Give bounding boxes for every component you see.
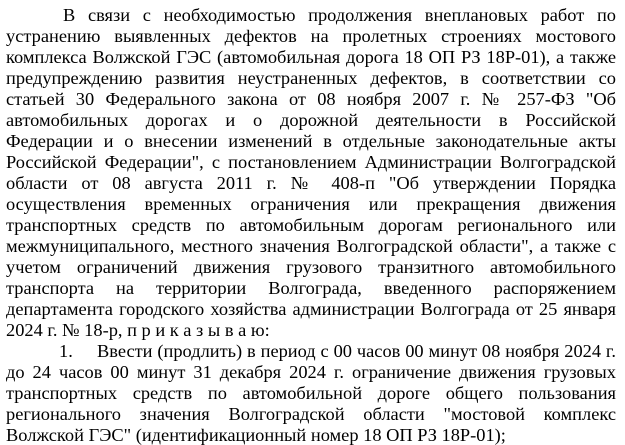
- paragraph-line: осуществления временных ограничения или прекращения движения: [6, 194, 616, 214]
- paragraph-line: устранению выявленных дефектов на пролетных строениях мостового: [6, 26, 616, 46]
- paragraph-line: 2024 г. № 18-р, п р и к а з ы в а ю:: [6, 320, 270, 340]
- paragraph-line: Российской Федерации", с постановлением Администрации Волгоградской: [6, 152, 616, 172]
- item-line: до 24 часов 00 минут 31 декабря 2024 г. ограничение движения грузовых: [6, 362, 616, 382]
- paragraph-line: транспортных средств по автомобильным дорогам регионального или: [6, 215, 616, 235]
- paragraph-line: департамента городского хозяйства администрации Волгограда от 25 января: [6, 299, 616, 319]
- paragraph-line: статьей 30 Федерального закона от 08 ноября 2007 г. № 257-ФЗ "Об: [6, 89, 616, 109]
- item-line: транспортных средств по автомобильной дороге общего пользования: [6, 383, 616, 403]
- item-line: регионального значения Волгоградской области "мостовой комплекс: [6, 404, 616, 424]
- item-line: Волжской ГЭС" (идентификационный номер 18 ОП РЗ 18Р-01);: [6, 425, 506, 445]
- paragraph-line: транспорта на территории Волгограда, введенного распоряжением: [6, 278, 616, 298]
- paragraph-line: предупреждению развития неустраненных дефектов, в соответствии со: [6, 68, 616, 88]
- item-line: Ввести (продлить) в период с 00 часов 00 минут 08 ноября 2024 г.: [97, 341, 616, 361]
- paragraph-line: комплекса Волжской ГЭС (автомобильная дорога 18 ОП РЗ 18Р-01), а также: [6, 47, 616, 67]
- paragraph-line: В связи с необходимостью продолжения внеплановых работ по: [63, 5, 616, 25]
- item-number: 1.: [59, 341, 73, 361]
- paragraph-line: учетом ограничений движения грузового транзитного автомобильного: [6, 257, 616, 277]
- paragraph-line: автомобильных дорогах и о дорожной деятельности в Российской: [6, 110, 616, 130]
- paragraph-line: межмуниципального, местного значения Волгоградской области", а также с: [6, 236, 616, 256]
- paragraph-line: Федерации и о внесении изменений в отдельные законодательные акты: [6, 131, 616, 151]
- paragraph-line: области от 08 августа 2011 г. № 408-п "Об утверждении Порядка: [6, 173, 616, 193]
